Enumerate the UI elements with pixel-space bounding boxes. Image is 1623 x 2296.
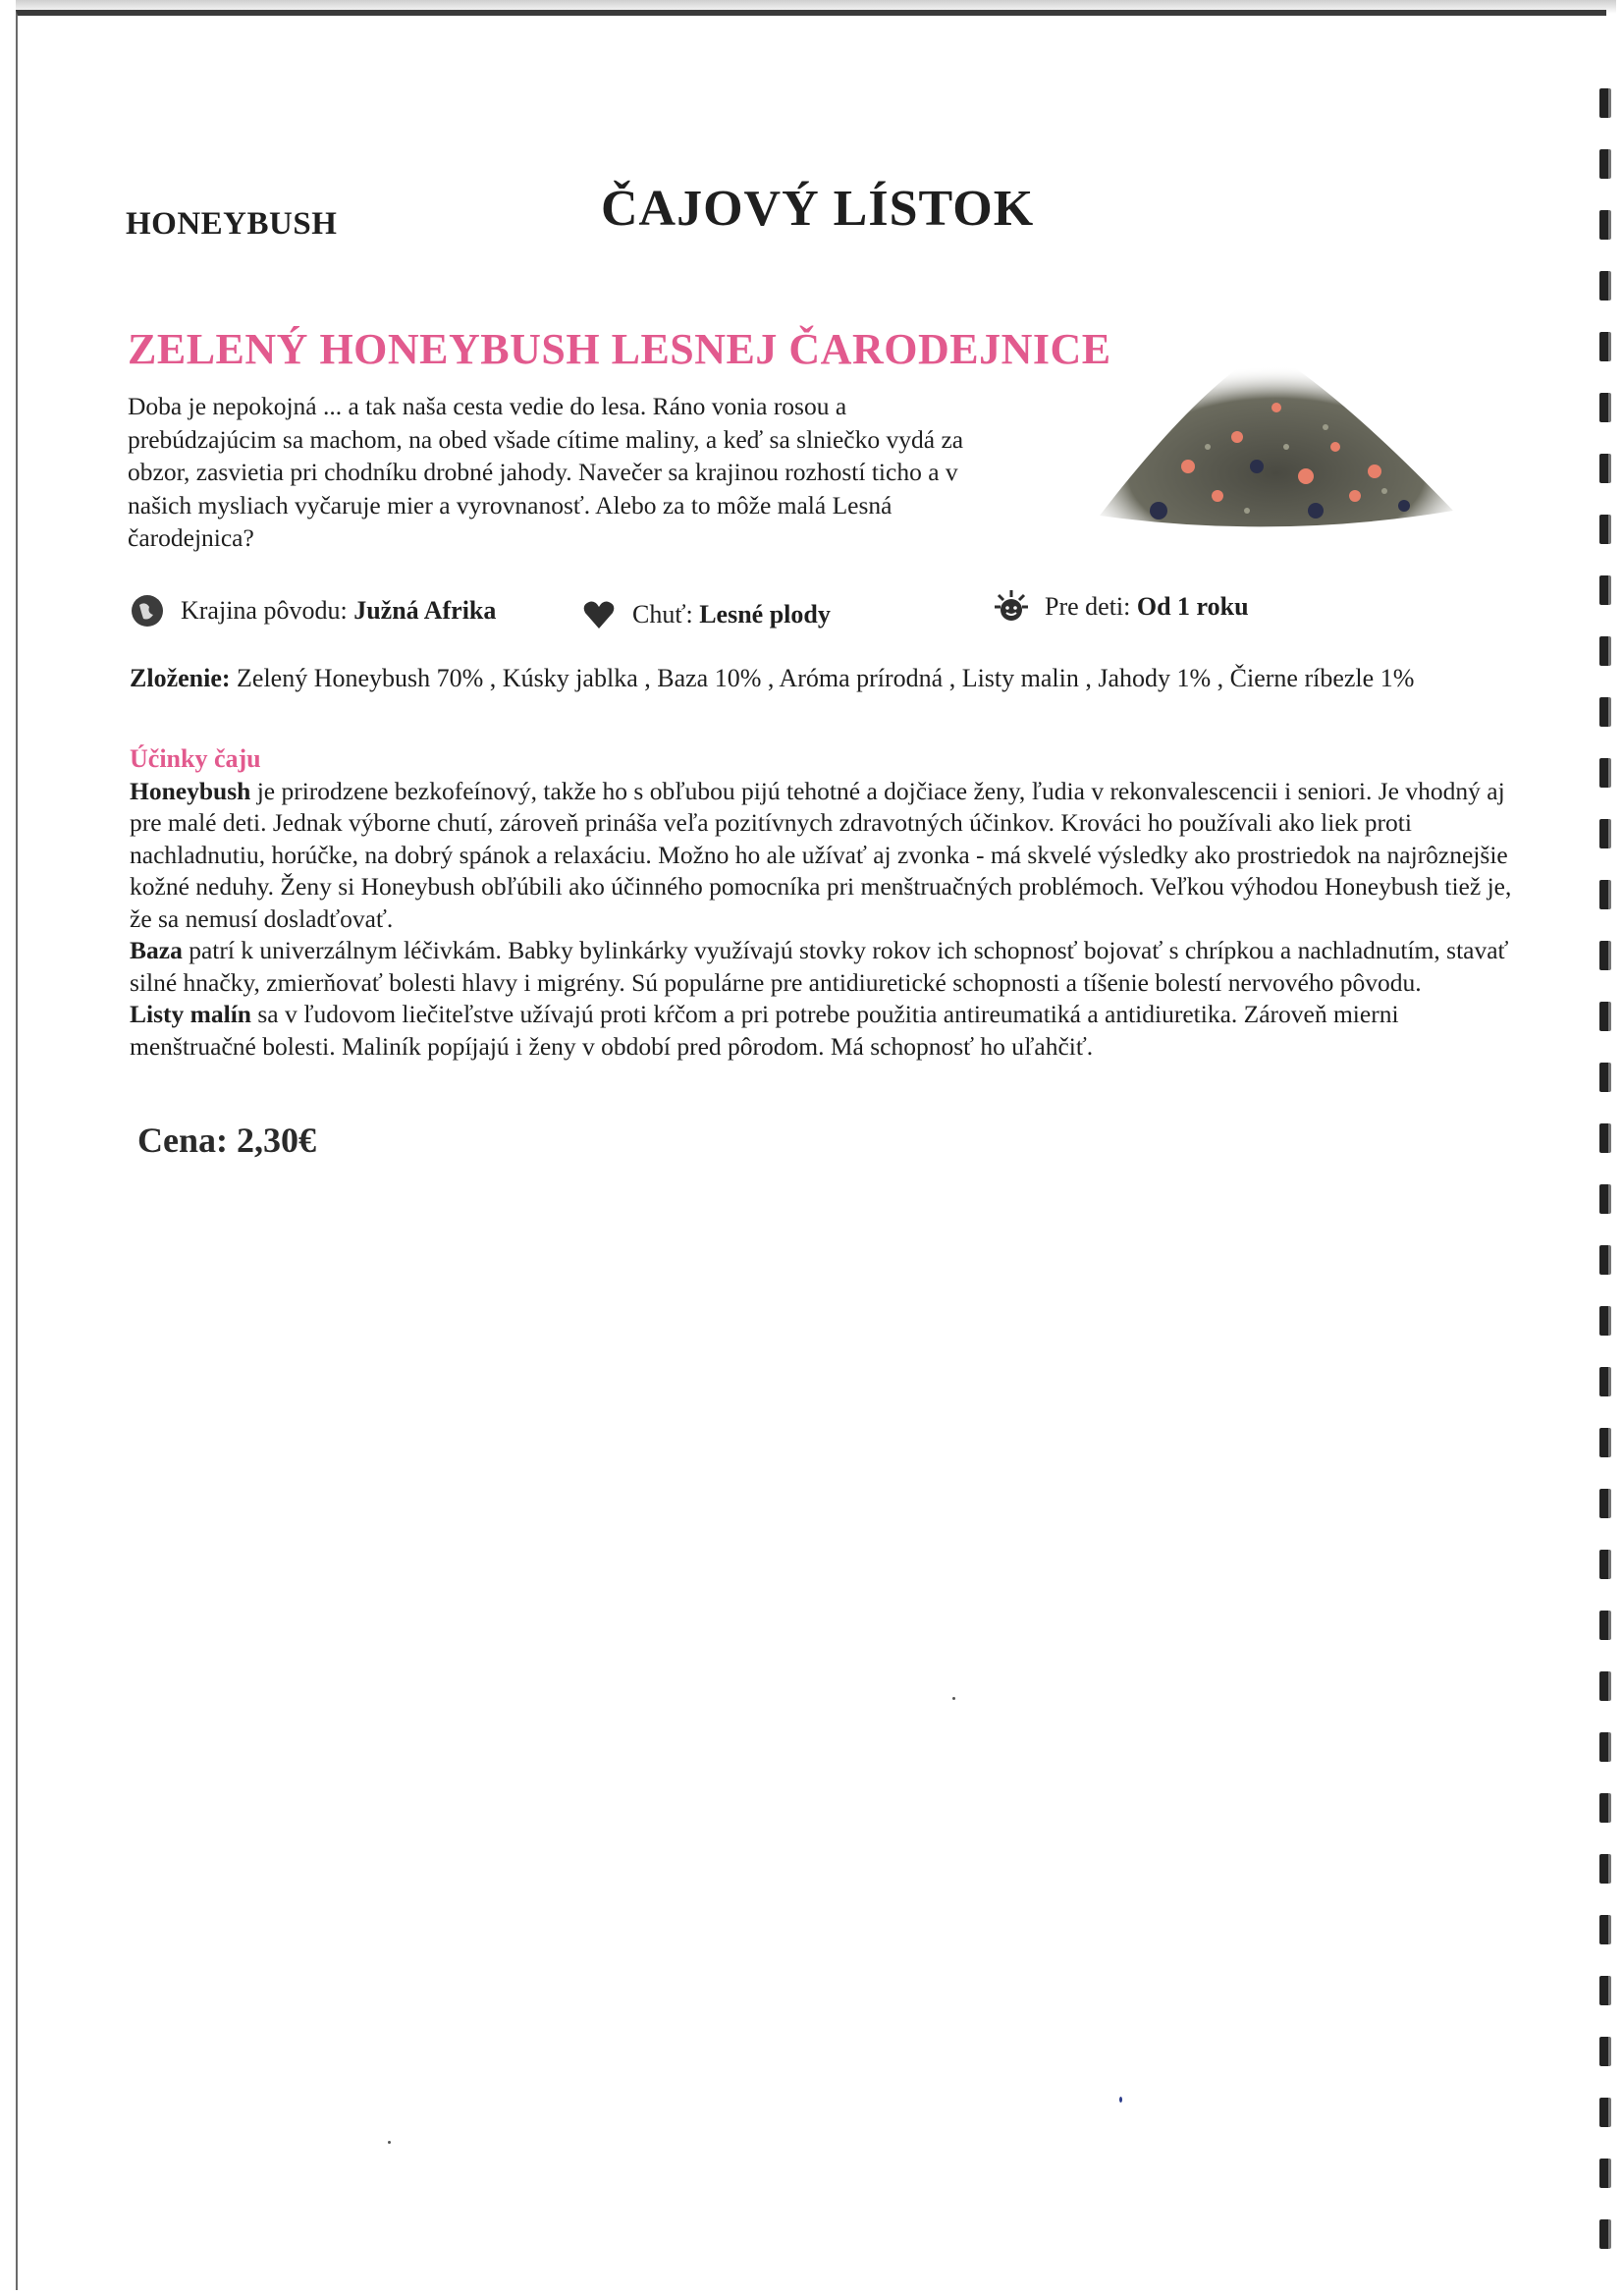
- effects-text-baza: patrí k univerzálnym léčivkám. Babky bylinkárky využívajú stovky rokov ich schopnosť bojovať s chrípkou a nachladnutím, stavať silné hnačky, zmierňovať bolesti hlavy i migrény. Sú populárne pre antidiuretické schopnosti a tíšenie bolestí nervového pôvodu.: [130, 936, 1509, 997]
- spiral-ring: [1599, 1306, 1611, 1336]
- kids-label: Pre deti:: [1045, 592, 1131, 621]
- spiral-ring: [1599, 1976, 1611, 2005]
- spiral-ring: [1599, 1367, 1611, 1396]
- spiral-ring: [1599, 1184, 1611, 1214]
- spiral-ring: [1599, 1671, 1611, 1701]
- origin-info: [130, 593, 496, 629]
- spiral-ring: [1599, 575, 1611, 605]
- tea-blend-image: [1080, 329, 1473, 555]
- tea-intro: Doba je nepokojná ... a tak naša cesta vedie do lesa. Ráno vonia rosou a prebúdzajúcim sa machom, na obed všade cítime maliny, a keď sa slniečko vydá za obzor, zasvietia pri chodníku drobné jahody. Navečer sa krajinou rozhostí ticho a v našich mysliach vyčaruje mier a vyrovnanosť. Alebo za to môže malá Lesná čarodejnica?: [128, 392, 964, 552]
- spiral-ring: [1599, 941, 1611, 970]
- spiral-ring: [1599, 1063, 1611, 1092]
- kids-info: [994, 589, 1249, 625]
- globe-icon: [130, 593, 165, 629]
- price: Cena: 2,30€: [137, 1121, 316, 1160]
- spiral-ring: [1599, 1793, 1611, 1823]
- spiral-ring: [1599, 1854, 1611, 1884]
- child-sun-icon: [994, 589, 1029, 625]
- composition-text: Zelený Honeybush 70% , Kúsky jablka , Baza 10% , Aróma prírodná , Listy malin , Jahody 1% , Čierne ríbezle 1%: [237, 664, 1415, 692]
- spiral-ring: [1599, 880, 1611, 909]
- page-title: ČAJOVÝ LÍSTOK: [601, 181, 1035, 237]
- effects-paragraph-baza: [130, 935, 1524, 999]
- spiral-ring: [1599, 758, 1611, 788]
- spiral-ring: [1599, 2159, 1611, 2188]
- spiral-ring: [1599, 636, 1611, 666]
- spiral-ring: [1599, 515, 1611, 544]
- spiral-ring: [1599, 271, 1611, 301]
- spiral-ring: [1599, 1002, 1611, 1031]
- spiral-ring: [1599, 2219, 1611, 2249]
- spiral-ring: [1599, 697, 1611, 727]
- taste-info: [581, 597, 831, 632]
- kids-value: Od 1 roku: [1136, 592, 1249, 621]
- spiral-ring: [1599, 819, 1611, 848]
- origin-label: Krajina pôvodu:: [181, 596, 348, 625]
- taste-label: Chuť:: [632, 600, 693, 629]
- effects-title: Účinky čaju: [130, 744, 261, 773]
- effects-term-baza: Baza: [130, 936, 183, 964]
- taste-value: Lesné plody: [699, 600, 831, 629]
- effects-paragraph-honeybush: [130, 776, 1524, 936]
- spiral-ring: [1599, 1611, 1611, 1640]
- origin-value: Južná Afrika: [353, 596, 497, 625]
- effects-term-honeybush: Honeybush: [130, 776, 251, 805]
- spiral-ring: [1599, 2098, 1611, 2127]
- effects-text-honeybush: je prirodzene bezkofeínový, takže ho s obľubou pijú tehotné a dojčiace ženy, ľudia v rekonvalescencii i seniori. Je vhodný aj pre malé deti. Jednak výborne chutí, zároveň prináša veľa pozitívnych zdravotných účinkov. Krováci ho používali ako liek proti nachladnutiu, horúčke, na dobrý spánok a relaxáciu. Možno ho ale užívať aj zvonka - má skvelé výsledky ako prostriedok na najrôznejšie kožné neduhy. Ženy si Honeybush obľúbili ako účinného pomocníka pri menštruačných problémoch. Veľkou výhodou Honeybush tiež je, že sa nemusí dosladťovať.: [130, 776, 1512, 933]
- tea-name: ZELENÝ HONEYBUSH LESNEJ ČARODEJNICE: [128, 325, 1111, 373]
- effects-section: [130, 743, 1524, 1063]
- spiral-ring: [1599, 149, 1611, 179]
- scan-speck: [388, 2141, 391, 2144]
- spiral-ring: [1599, 88, 1611, 118]
- spiral-ring: [1599, 1489, 1611, 1518]
- spiral-ring: [1599, 1123, 1611, 1153]
- spiral-ring: [1599, 1245, 1611, 1275]
- spiral-ring: [1599, 1732, 1611, 1762]
- scan-speck: [1119, 2097, 1122, 2103]
- spiral-binding: [1599, 88, 1613, 2288]
- spiral-ring: [1599, 210, 1611, 240]
- spiral-ring: [1599, 454, 1611, 483]
- spiral-ring: [1599, 1428, 1611, 1457]
- scan-speck: [952, 1697, 955, 1700]
- category-label: HONEYBUSH: [126, 206, 338, 242]
- spiral-ring: [1599, 1550, 1611, 1579]
- spiral-ring: [1599, 393, 1611, 422]
- spiral-ring: [1599, 2037, 1611, 2066]
- spiral-ring: [1599, 332, 1611, 361]
- effects-term-listy: Listy malín: [130, 1000, 251, 1028]
- composition: [130, 664, 1414, 693]
- effects-text-listy: sa v ľudovom liečiteľstve užívajú proti kŕčom a pri potrebe použitia antireumatiká a antidiuretika. Zároveň mierni menštruačné bolesti. Maliník popíjajú i ženy v období pred pôrodom. Má schopnosť ho uľahčiť.: [130, 1000, 1399, 1061]
- composition-label: Zloženie:: [130, 664, 231, 692]
- effects-paragraph-listy: [130, 999, 1524, 1063]
- spiral-ring: [1599, 1915, 1611, 1944]
- heart-icon: [581, 597, 617, 632]
